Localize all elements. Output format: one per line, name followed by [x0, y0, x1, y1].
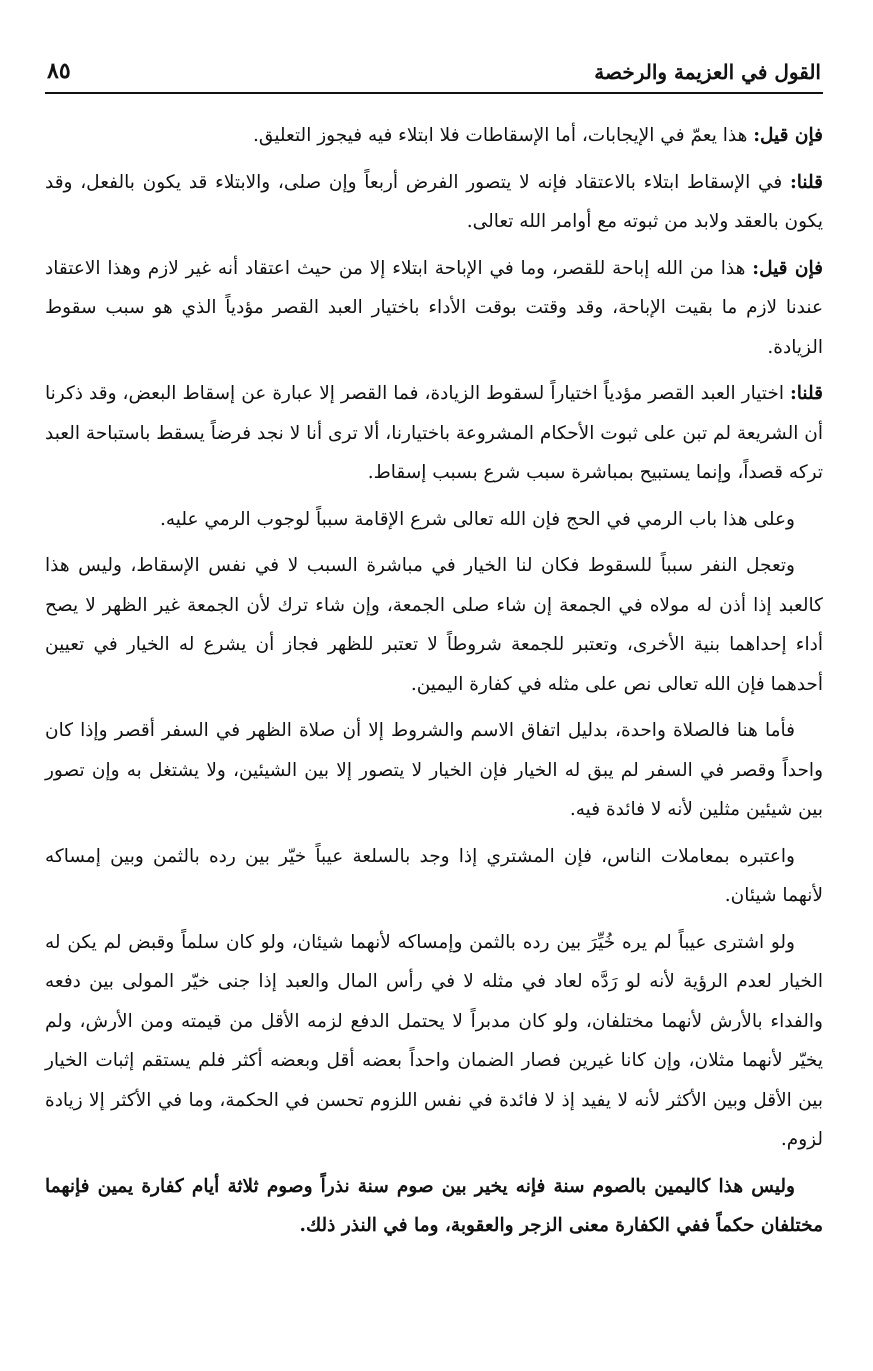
running-title: القول في العزيمة والرخصة	[594, 60, 821, 84]
paragraph-label: قلنا:	[789, 383, 823, 404]
page-number: ٨٥	[47, 58, 71, 84]
paragraph-text: ولو اشترى عيباً لم يره خُيِّرَ بين رده بالثمن وإمساكه لأنهما شيئان، ولو كان سلماً وقبض لم يكن له الخيار لعدم الرؤية لأنه لو رَدَّه لعاد في مثله لا في رأس المال والعبد إذا جنى خيّر المولى بين دفعه والفداء بالأرش لأنهما مختلفان، ولو كان مدبراً لا يحتمل الدفع لزمه الأقل من قيمته ومن الأرش، ولم يخيّر لأنهما مثلان، وإن كانا غيرين فصار الضمان واحداً بعضه أقل وبعضه أكثر فلم يستقم إثبات الخيار بين الأقل وبين الأكثر لأنه لا يفيد إذ لا فائدة في نفس اللزوم تحسن في الحكمة، وما في الأكثر إلا زيادة لزوم.	[45, 931, 823, 1150]
paragraph-label: فإن قيل:	[753, 125, 823, 146]
paragraph-label: قلنا:	[789, 171, 823, 193]
paragraph-text: وتعجل النفر سبباً للسقوط فكان لنا الخيار في مباشرة السبب لا في نفس الإسقاط، وليس هذا كالعبد إذا أذن له مولاه في الجمعة إن شاء صلى الجمعة، وإن شاء ترك لأن الجمعة غير الظهر لا يصح أداء إحداهما بنية الأخرى، وتعتبر للجمعة شروطاً لا تعتبر للظهر فجاز أن يشرع له الخيار في تعيين أحدهما فإن الله تعالى نص على مثله في كفارة اليمين.	[45, 555, 823, 695]
paragraph	[45, 249, 823, 368]
paragraph-text: في الإسقاط ابتلاء بالاعتقاد فإنه لا يتصور الفرض أربعاً وإن صلى، والابتلاء قد يكون بالفعل، وقد يكون بالعقد ولابد من ثبوته مع أوامر الله تعالى.	[45, 171, 823, 232]
page-header	[45, 58, 823, 90]
paragraph	[45, 374, 823, 493]
header-rule	[45, 92, 823, 94]
paragraph	[45, 116, 823, 156]
paragraph-text: وعلى هذا باب الرمي في الحج فإن الله تعالى شرع الإقامة سبباً لوجوب الرمي عليه.	[159, 508, 795, 530]
paragraph	[45, 500, 823, 540]
paragraph	[45, 1167, 823, 1246]
paragraph-text: اختيار العبد القصر مؤدياً اختياراً لسقوط الزيادة، فما القصر إلا عبارة عن إسقاط البعض، وقد ذكرنا أن الشريعة لم تبن على ثبوت الأحكام المشروعة باختيارنا، ألا ترى أنا لا نجد فرضاً يسقط باستباحة العبد تركه قصداً، وإنما يستبيح بمباشرة سبب شرع بسبب إسقاط.	[45, 383, 823, 483]
paragraph-text: وليس هذا كاليمين بالصوم سنة فإنه يخير بين صوم سنة نذراً وصوم ثلاثة أيام كفارة يمين فإنهما مختلفان حكماً ففي الكفارة معنى الزجر والعقوبة، وما في النذر ذلك.	[45, 1175, 823, 1236]
paragraph-text: هذا يعمّ في الإيجابات، أما الإسقاطات فلا ابتلاء فيه فيجوز التعليق.	[253, 125, 754, 146]
paragraph-text: هذا من الله إباحة للقصر، وما في الإباحة ابتلاء إلا من حيث اعتقاد أنه غير لازم وهذا الاعتقاد عندنا لازم ما بقيت الإباحة، وقد وقتت بوقت الأداء باختيار العبد القصر مؤدياً الذي هو سبب سقوط الزيادة.	[45, 257, 823, 358]
paragraph	[45, 546, 823, 704]
paragraph	[45, 163, 823, 242]
paragraph	[45, 837, 823, 916]
paragraph-text: واعتبره بمعاملات الناس، فإن المشتري إذا وجد بالسلعة عيباً خيّر بين رده بالثمن وبين إمساكه لأنهما شيئان.	[45, 845, 823, 906]
paragraph	[45, 923, 823, 1160]
paragraph	[45, 711, 823, 830]
paragraph-label: فإن قيل:	[752, 257, 823, 279]
paragraph-text: فأما هنا فالصلاة واحدة، بدليل اتفاق الاسم والشروط إلا أن صلاة الظهر في السفر أقصر وإذا كان واحداً وقصر في السفر لم يبق له الخيار فإن الخيار لا يتصور إلا بين الشيئين، ولا يشتغل به وإن تصور بين شيئين مثلين لأنه لا فائدة فيه.	[45, 720, 823, 820]
page-body	[45, 116, 823, 1246]
